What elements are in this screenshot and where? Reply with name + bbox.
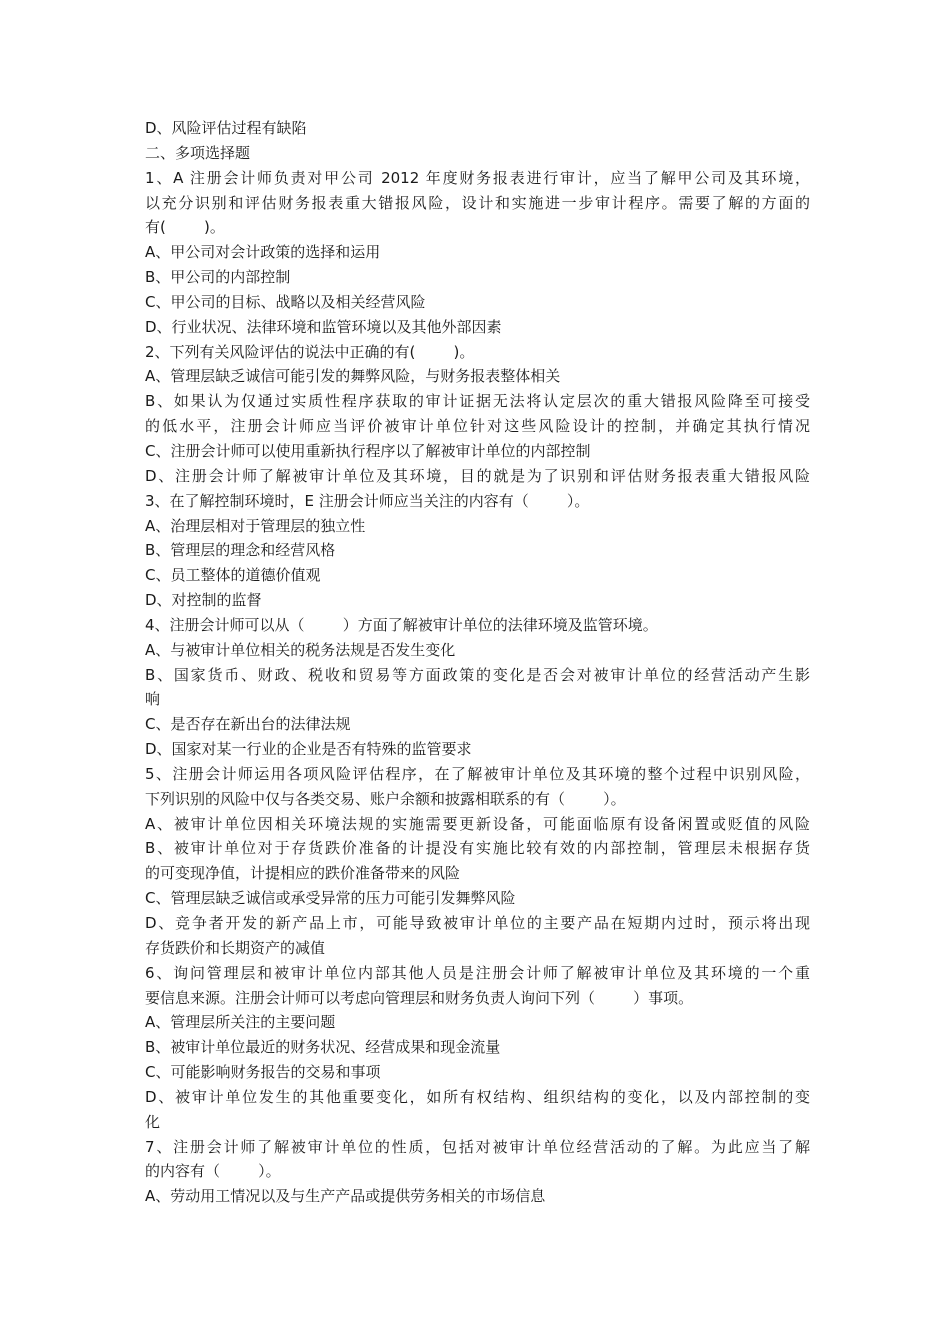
text-line: 的可变现净值，计提相应的跌价准备带来的风险 xyxy=(145,864,461,883)
text-line: 下列识别的风险中仅与各类交易、账户余额和披露相联系的有（ ）。 xyxy=(145,789,626,808)
text-line: B、甲公司的内部控制 xyxy=(145,268,291,287)
text-line: B、被审计单位最近的财务状况、经营成果和现金流量 xyxy=(145,1038,501,1057)
text-line: 4、注册会计师可以从（ ）方面了解被审计单位的法律环境及监管环境。 xyxy=(145,615,658,634)
text-line: 二、多项选择题 xyxy=(145,143,251,162)
text-line: 以充分识别和评估财务报表重大错报风险，设计和实施进一步审计程序。需要了解的方面的 xyxy=(145,193,810,212)
text-line: B、如果认为仅通过实质性程序获取的审计证据无法将认定层次的重大错报风险降至可接受 xyxy=(145,392,810,411)
text-line: A、管理层缺乏诚信可能引发的舞弊风险，与财务报表整体相关 xyxy=(145,367,561,386)
text-line: D、被审计单位发生的其他重要变化，如所有权结构、组织结构的变化，以及内部控制的变 xyxy=(145,1087,810,1106)
text-line: D、注册会计师了解被审计单位及其环境，目的就是为了识别和评估财务报表重大错报风险 xyxy=(145,466,810,485)
text-line: 化 xyxy=(145,1112,161,1131)
text-line: C、注册会计师可以使用重新执行程序以了解被审计单位的内部控制 xyxy=(145,441,591,460)
text-line: 要信息来源。注册会计师可以考虑向管理层和财务负责人询问下列（ ）事项。 xyxy=(145,988,694,1007)
text-line: C、员工整体的道德价值观 xyxy=(145,566,321,585)
document-body xyxy=(145,116,810,1209)
text-line: B、被审计单位对于存货跌价准备的计提没有实施比较有效的内部控制，管理层未根据存货 xyxy=(145,839,810,858)
text-line: 存货跌价和长期资产的减值 xyxy=(145,938,326,957)
text-line: C、可能影响财务报告的交易和事项 xyxy=(145,1063,381,1082)
text-line: B、国家货币、财政、税收和贸易等方面政策的变化是否会对被审计单位的经营活动产生影 xyxy=(145,665,810,684)
text-line: 5、注册会计师运用各项风险评估程序，在了解被审计单位及其环境的整个过程中识别风险， xyxy=(145,764,810,783)
text-line: D、行业状况、法律环境和监管环境以及其他外部因素 xyxy=(145,317,502,336)
text-line: 2、下列有关风险评估的说法中正确的有( )。 xyxy=(145,342,475,361)
text-line: 的低水平，注册会计师应当评价被审计单位针对这些风险设计的控制，并确定其执行情况 xyxy=(145,417,810,436)
text-line: C、管理层缺乏诚信或承受异常的压力可能引发舞弊风险 xyxy=(145,889,516,908)
text-line: 的内容有（ ）。 xyxy=(145,1162,281,1181)
text-line: 3、在了解控制环境时，E 注册会计师应当关注的内容有（ ）。 xyxy=(145,491,590,510)
text-line: 1、A 注册会计师负责对甲公司 2012 年度财务报表进行审计，应当了解甲公司及其环境， xyxy=(145,168,810,187)
text-line: A、劳动用工情况以及与生产产品或提供劳务相关的市场信息 xyxy=(145,1187,546,1206)
text-line: D、对控制的监督 xyxy=(145,591,262,610)
text-line: D、风险评估过程有缺陷 xyxy=(145,119,307,137)
text-line: A、治理层相对于管理层的独立性 xyxy=(145,516,366,535)
text-line: 6、询问管理层和被审计单位内部其他人员是注册会计师了解被审计单位及其环境的一个重 xyxy=(145,963,810,982)
text-line: D、国家对某一行业的企业是否有特殊的监管要求 xyxy=(145,740,472,759)
text-line: B、管理层的理念和经营风格 xyxy=(145,541,336,560)
text-line: 响 xyxy=(145,690,161,709)
text-line: A、被审计单位因相关环境法规的实施需要更新设备，可能面临原有设备闲置或贬值的风险 xyxy=(145,814,810,833)
text-line: 有( )。 xyxy=(145,218,225,237)
text-line: A、管理层所关注的主要问题 xyxy=(145,1013,336,1032)
text-line: A、与被审计单位相关的税务法规是否发生变化 xyxy=(145,640,456,659)
text-line: C、甲公司的目标、战略以及相关经营风险 xyxy=(145,292,426,311)
text-line: A、甲公司对会计政策的选择和运用 xyxy=(145,243,381,262)
text-line: 7、注册会计师了解被审计单位的性质，包括对被审计单位经营活动的了解。为此应当了解 xyxy=(145,1137,810,1156)
text-line: C、是否存在新出台的法律法规 xyxy=(145,715,351,734)
text-line: D、竞争者开发的新产品上市，可能导致被审计单位的主要产品在短期内过时，预示将出现 xyxy=(145,914,810,932)
